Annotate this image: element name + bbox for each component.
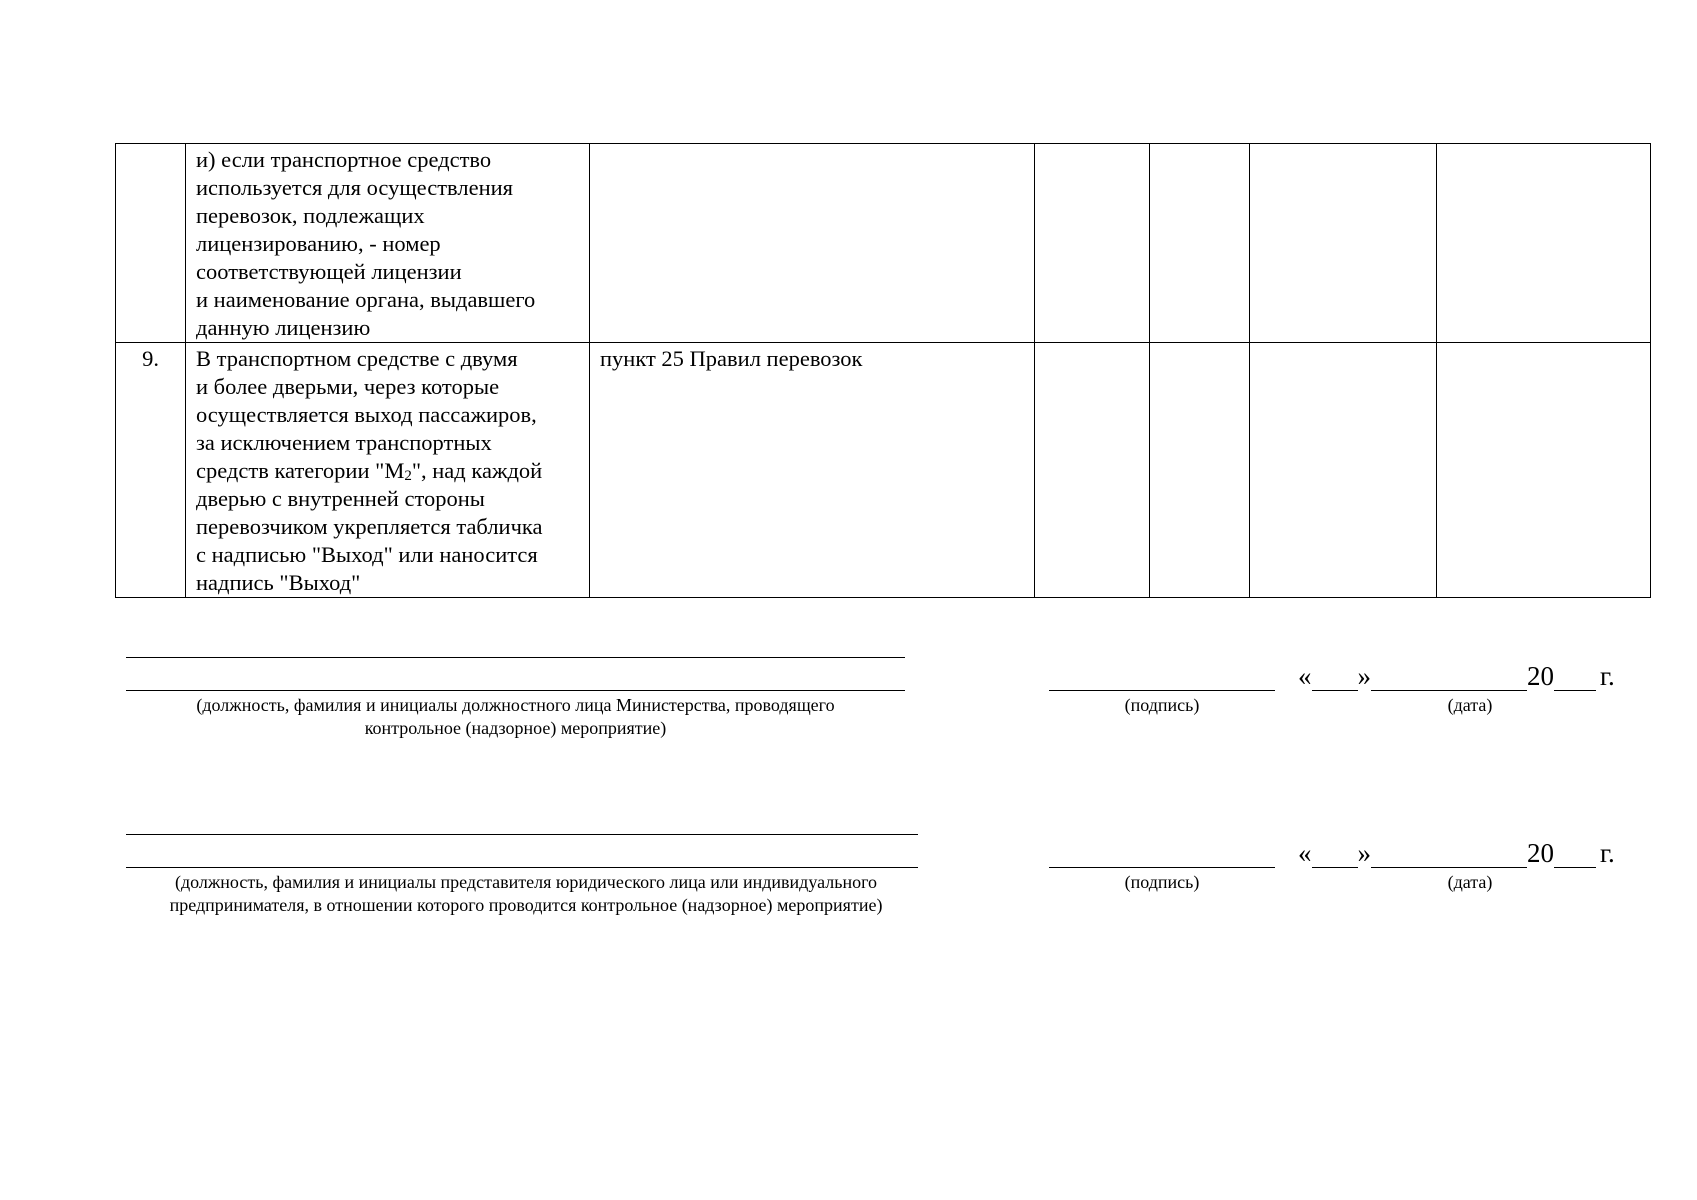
date-caption: (дата) <box>1447 872 1493 892</box>
name-line <box>126 690 905 691</box>
caption-line: контрольное (надзорное) мероприятие) <box>364 718 667 738</box>
day-blank <box>1312 664 1358 691</box>
checklist-table <box>115 143 1651 598</box>
requirement-line: соответствующей лицензии <box>196 259 462 284</box>
table-row <box>116 343 1651 598</box>
answer-cell <box>1150 343 1250 598</box>
requirement-line: с надписью "Выход" или наносится <box>196 542 538 567</box>
category-text: средств категории "М <box>196 458 405 483</box>
name-line <box>126 867 918 868</box>
answer-cell <box>1035 144 1150 343</box>
name-line <box>126 834 918 835</box>
date-caption: (дата) <box>1447 695 1493 715</box>
date-field <box>1298 838 1615 868</box>
requirement-line: данную лицензию <box>196 315 371 340</box>
caption-line: (должность, фамилия и инициалы представителя юридического лица или индивидуального <box>174 872 878 892</box>
year-blank <box>1554 841 1596 868</box>
name-line <box>126 657 905 658</box>
row-number <box>116 144 186 343</box>
note-cell <box>1437 144 1651 343</box>
signature-caption: (подпись) <box>1124 872 1200 892</box>
signature-line <box>1049 867 1275 868</box>
signature-line <box>1049 690 1275 691</box>
requirement-cell <box>186 144 590 343</box>
requirement-line: осуществляется выход пассажиров, <box>196 402 537 427</box>
requirement-line: за исключением транспортных <box>196 430 492 455</box>
requirement-line: надпись "Выход" <box>196 570 361 595</box>
category-text-tail: ", над каждой <box>411 458 543 483</box>
position-caption <box>122 871 930 917</box>
year-prefix: 20 <box>1527 838 1554 868</box>
note-cell <box>1437 343 1651 598</box>
category-subscript: 2 <box>404 468 412 484</box>
day-blank <box>1312 841 1358 868</box>
requirement-line <box>196 457 579 485</box>
answer-cell <box>1150 144 1250 343</box>
open-quote: « <box>1298 838 1312 868</box>
position-caption <box>126 694 905 740</box>
requirement-line: дверью с внутренней стороны <box>196 486 485 511</box>
year-blank <box>1554 664 1596 691</box>
year-suffix: г. <box>1600 838 1615 868</box>
reference-cell: пункт 25 Правил перевозок <box>590 343 1035 598</box>
answer-cell <box>1250 343 1437 598</box>
table-row <box>116 144 1651 343</box>
caption-line: (должность, фамилия и инициалы должностного лица Министерства, проводящего <box>196 695 835 715</box>
answer-cell <box>1035 343 1150 598</box>
requirement-line: перевозчиком укрепляется табличка <box>196 514 543 539</box>
row-number: 9. <box>116 343 186 598</box>
month-blank <box>1371 664 1527 691</box>
requirement-line: и) если транспортное средство <box>196 147 492 172</box>
open-quote: « <box>1298 661 1312 691</box>
year-suffix: г. <box>1600 661 1615 691</box>
close-quote: » <box>1357 838 1371 868</box>
close-quote: » <box>1357 661 1371 691</box>
requirement-line: лицензированию, - номер <box>196 231 441 256</box>
signature-caption: (подпись) <box>1124 695 1200 715</box>
requirement-line: В транспортном средстве с двумя <box>196 346 518 371</box>
month-blank <box>1371 841 1527 868</box>
answer-cell <box>1250 144 1437 343</box>
caption-line: предпринимателя, в отношении которого проводится контрольное (надзорное) мероприятие) <box>169 895 883 915</box>
year-prefix: 20 <box>1527 661 1554 691</box>
requirement-line: и наименование органа, выдавшего <box>196 287 536 312</box>
requirement-line: используется для осуществления <box>196 175 513 200</box>
requirement-line: и более дверьми, через которые <box>196 374 500 399</box>
date-field <box>1298 661 1615 691</box>
requirement-line: перевозок, подлежащих <box>196 203 425 228</box>
reference-cell <box>590 144 1035 343</box>
requirement-cell <box>186 343 590 598</box>
